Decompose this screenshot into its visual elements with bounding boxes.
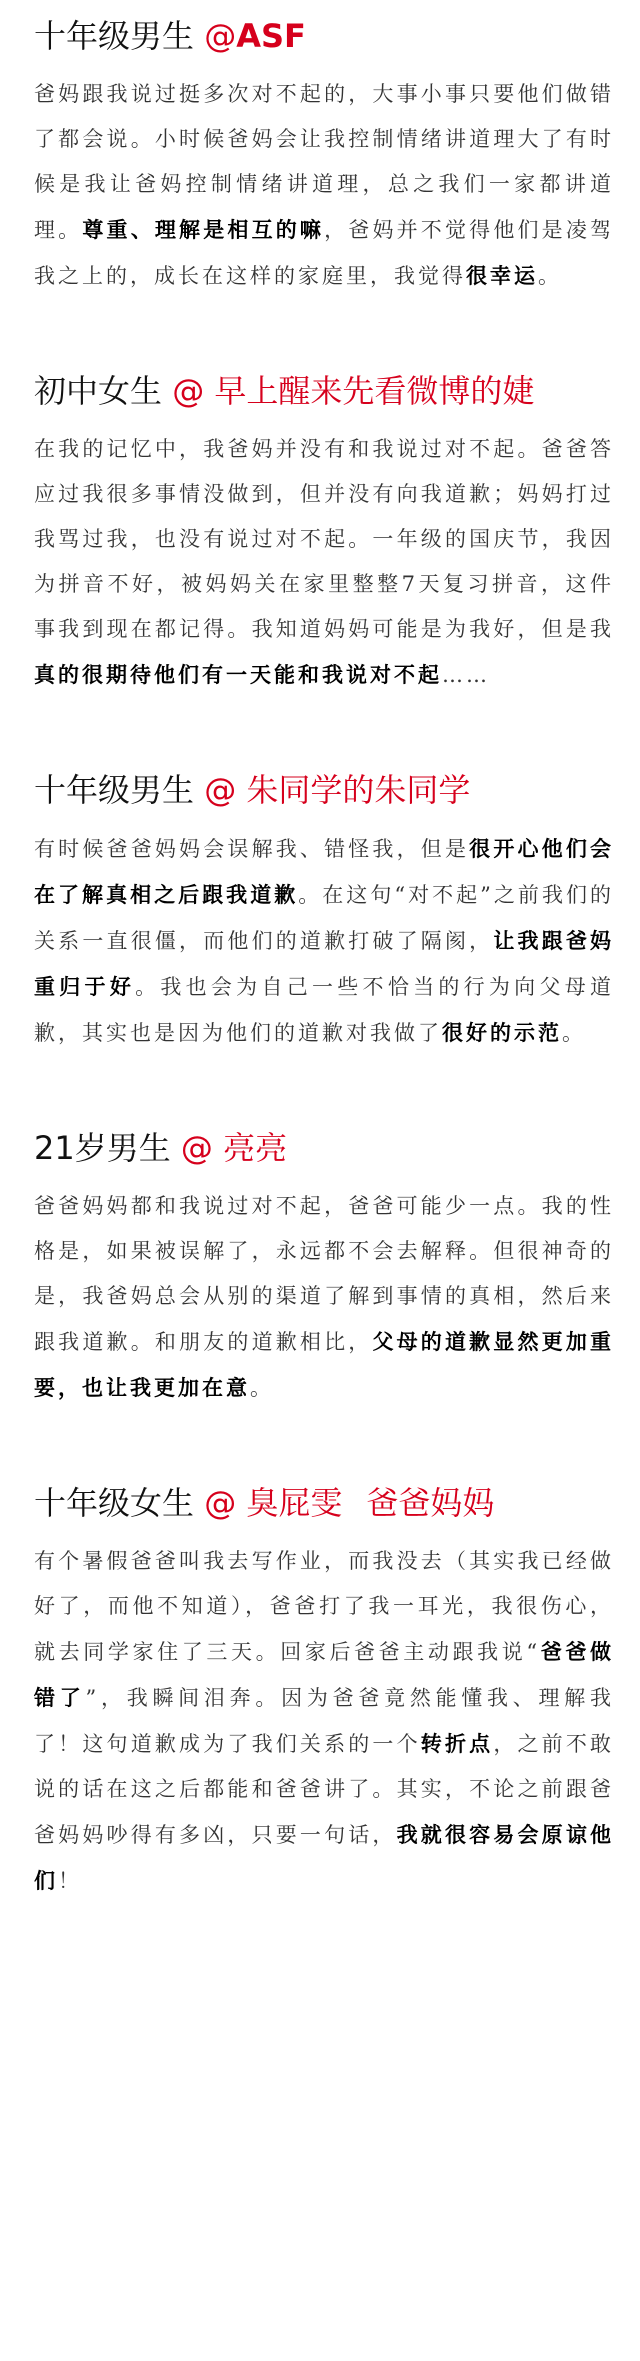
text-segment: ，爸妈并不觉得他们是凌驾我之上的，成长在这样的家庭里，我觉得 — [34, 218, 615, 288]
at-symbol: @ — [204, 771, 237, 809]
entry-heading — [34, 1481, 614, 1525]
entry-paragraph — [34, 72, 614, 299]
text-segment: 。我也会为自己一些不恰当的行为向父母道歉，其实也是因为他们的道歉对我做了 — [34, 975, 615, 1045]
at-symbol: @ — [172, 372, 205, 410]
entry-heading — [34, 14, 614, 58]
emphasis-segment: 很幸运 — [466, 263, 538, 288]
entry-heading — [34, 369, 614, 413]
entry-paragraph — [34, 1184, 614, 1411]
text-segment: ”，我瞬间泪奔。因为爸爸竟然能懂我、理解我了！这句道歉成为了我们关系的一个 — [34, 1686, 615, 1756]
text-segment: 爸爸妈妈都和我说过对不起，爸爸可能少一点。我的性格是，如果被误解了，永远都不会去解释。但很神奇的是，我爸妈总会从别的渠道了解到事情的真相，然后来跟我道歉。和朋友的道歉相比， — [34, 1194, 614, 1354]
comment-entry-4 — [0, 1126, 640, 1411]
comment-entry-2 — [0, 369, 640, 698]
emphasis-segment: 我就很容易会原谅他们 — [34, 1822, 614, 1893]
entry-paragraph — [34, 427, 614, 698]
text-segment: ！ — [58, 1869, 82, 1893]
entry-label: 十年级男生 — [34, 17, 195, 55]
entry-label: 十年级男生 — [34, 771, 195, 809]
entry-label: 十年级女生 — [34, 1484, 195, 1522]
comment-entry-3 — [0, 768, 640, 1056]
emphasis-segment: 尊重、理解是相互的嘛 — [82, 217, 325, 242]
emphasis-segment: 很好的示范 — [442, 1020, 562, 1045]
text-segment: 。 — [562, 1021, 586, 1045]
text-segment: 有个暑假爸爸叫我去写作业，而我没去（其实我已经做好了，而他不知道），爸爸打了我一耳光，我很伤心，就去同学家住了三天。回家后爸爸主动跟我说“ — [34, 1549, 614, 1664]
text-segment: 。在这句“对不起”之前我们的关系一直很僵，而他们的道歉打破了隔阂， — [34, 883, 614, 953]
emphasis-segment: 让我跟爸妈重归于好 — [34, 928, 615, 999]
text-segment: …… — [442, 663, 490, 687]
entry-paragraph — [34, 1539, 614, 1904]
text-segment: 爸妈跟我说过挺多次对不起的，大事小事只要他们做错了都会说。小时候爸妈会让我控制情绪讲道理大了有时候是我让爸妈控制情绪讲道理，总之我们一家都讲道理。 — [34, 82, 614, 242]
emphasis-segment: 爸爸做错了 — [34, 1639, 615, 1710]
entry-label: 初中女生 — [34, 372, 163, 410]
username: 臭屁雯 — [246, 1484, 343, 1522]
text-segment: 在我的记忆中，我爸妈并没有和我说过对不起。爸爸答应过我很多事情没做到，但并没有向我道歉；妈妈打过我骂过我，也没有说过对不起。一年级的国庆节，我因为拼音不好，被妈妈关在家里整整7天复习拼音，这件事我到现在都记得。我知道妈妈可能是为我好，但是我 — [34, 437, 614, 641]
at-symbol: @ — [204, 17, 237, 55]
entry-label: 21岁男生 — [34, 1129, 171, 1167]
entry-heading — [34, 768, 614, 812]
comment-entry-5 — [0, 1481, 640, 1904]
text-segment: 。 — [538, 264, 562, 288]
text-segment: ，之前不敢说的话在这之后都能和爸爸讲了。其实，不论之前跟爸爸妈妈吵得有多凶，只要一句话， — [34, 1732, 615, 1847]
username: 早上醒来先看微博的婕 — [214, 372, 535, 410]
username: 朱同学的朱同学 — [246, 771, 471, 809]
username: ASF — [236, 17, 306, 55]
comment-entry-1 — [0, 14, 640, 299]
username-suffix: 爸爸妈妈 — [366, 1484, 495, 1522]
username: 亮亮 — [223, 1129, 288, 1167]
at-symbol: @ — [204, 1484, 237, 1522]
text-segment: 。 — [250, 1376, 274, 1400]
text-segment: 有时候爸爸妈妈会误解我、错怪我，但是 — [34, 837, 470, 861]
emphasis-segment: 真的很期待他们有一天能和我说对不起 — [34, 662, 442, 687]
emphasis-segment: 很开心他们会在了解真相之后跟我道歉 — [34, 836, 615, 907]
emphasis-segment: 转折点 — [420, 1731, 494, 1756]
entry-paragraph — [34, 826, 614, 1056]
entry-heading — [34, 1126, 614, 1170]
at-symbol: @ — [180, 1129, 213, 1167]
emphasis-segment: 父母的道歉显然更加重要，也让我更加在意 — [34, 1329, 615, 1400]
